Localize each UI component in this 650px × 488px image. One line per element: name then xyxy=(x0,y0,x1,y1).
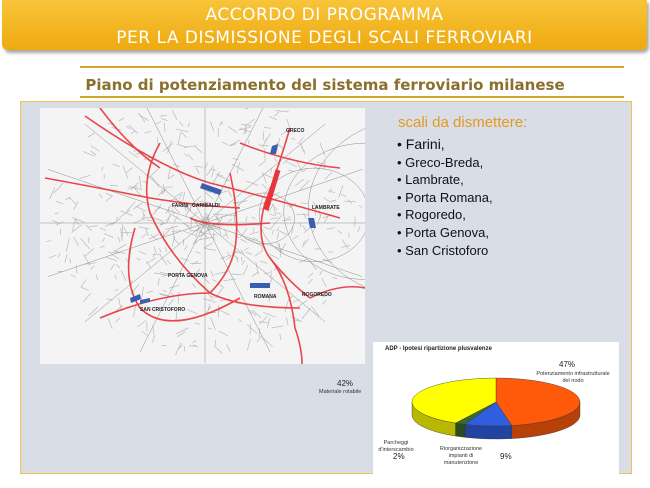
pie-slice-side xyxy=(456,423,466,437)
site-greco xyxy=(270,144,278,154)
slice-value-label: 47% xyxy=(559,360,576,369)
header-line-1: ACCORDO DI PROGRAMMA xyxy=(205,5,444,25)
chart-title: ADP - Ipotesi ripartizione plusvalenze xyxy=(385,346,492,352)
list-item: • Rogoredo, xyxy=(397,206,493,224)
pie-chart xyxy=(373,342,619,474)
street-network xyxy=(40,108,365,363)
slice-name-label: Materiale rotabile xyxy=(319,389,362,395)
map-label-greco: GRECO xyxy=(286,128,305,134)
map-label-romana: ROMANA xyxy=(254,294,277,300)
site-romana xyxy=(250,283,270,288)
page-subtitle: Piano di potenziamento del sistema ferroviario milanese xyxy=(85,76,565,94)
header-line-2: PER LA DISMISSIONE DEGLI SCALI FERROVIARI xyxy=(116,28,533,48)
slice-name-label: Potenziamento infrastrutturale del nodo xyxy=(536,371,610,384)
map-drawing xyxy=(40,108,365,364)
site-lambrate xyxy=(308,218,316,228)
list-item: • Porta Genova, xyxy=(397,224,493,242)
list-item: • Farini, xyxy=(397,136,493,154)
railway-line xyxy=(190,218,270,225)
header-banner xyxy=(2,0,647,50)
scali-list-box xyxy=(390,108,630,258)
railway-line xyxy=(270,258,302,364)
slice-value-label: 2% xyxy=(393,452,405,461)
list-item: • San Cristoforo xyxy=(397,242,493,260)
list-item: • Greco-Breda, xyxy=(397,154,493,172)
map-label-farini: FARINI xyxy=(172,203,189,209)
map-label-rogoredo: ROGOREDO xyxy=(302,292,332,298)
map-label-garibaldi: GARIBALDI xyxy=(192,203,220,209)
scali-list xyxy=(397,136,493,259)
slice-name-label: Parcheggi d'interscambio xyxy=(378,440,414,453)
scali-list-title: scali da dismettere: xyxy=(398,114,528,131)
railway-line xyxy=(100,293,210,318)
list-item: • Porta Romana, xyxy=(397,189,493,207)
slice-value-label: 9% xyxy=(500,452,512,461)
slice-name-label: Riorganizzazione impianti di manutenzione xyxy=(439,446,483,466)
pie-slice-side xyxy=(465,424,512,439)
divider-bottom xyxy=(80,96,624,98)
slice-value-label: 42% xyxy=(337,379,354,388)
divider-top xyxy=(80,66,624,68)
list-item: • Lambrate, xyxy=(397,171,493,189)
map-label-lambrate: LAMBRATE xyxy=(312,205,340,211)
railway-line xyxy=(100,108,160,168)
milan-map xyxy=(40,108,365,364)
map-label-san-cristoforo: SAN CRISTOFORO xyxy=(140,307,186,313)
pie-chart-panel xyxy=(319,342,619,474)
map-label-porta-genova: PORTA GENOVA xyxy=(168,273,208,279)
